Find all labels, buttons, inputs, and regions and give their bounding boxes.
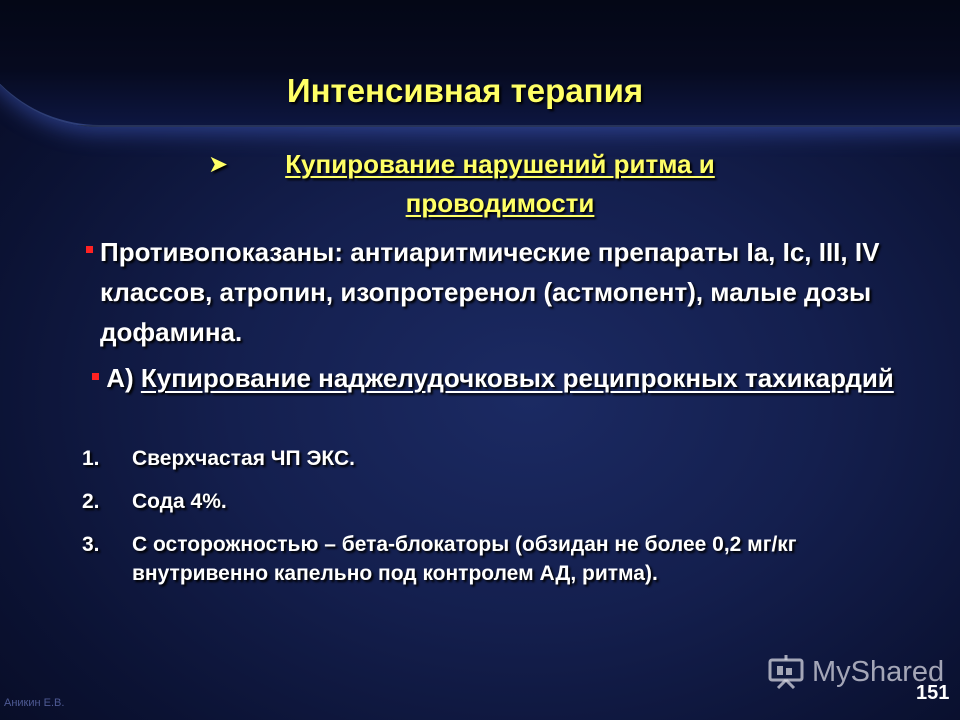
section-a-prefix: А) bbox=[106, 363, 141, 393]
list-item bbox=[82, 487, 882, 516]
arrowhead-icon: ➤ bbox=[208, 151, 229, 178]
author-credit: Аникин Е.В. bbox=[4, 697, 65, 709]
list-item-text: Сода 4%. bbox=[132, 490, 227, 513]
page-number: 151 bbox=[916, 682, 950, 704]
list-item-text: Сверхчастая ЧП ЭКС. bbox=[132, 447, 355, 470]
contraindications-paragraph bbox=[100, 232, 900, 352]
list-item bbox=[82, 530, 882, 588]
treatment-list bbox=[82, 444, 882, 602]
list-item-number: 3. bbox=[82, 533, 100, 556]
list-item bbox=[82, 444, 882, 473]
red-square-icon bbox=[86, 246, 93, 253]
section-a-title: Купирование наджелудочковых реципрокных тахикардий bbox=[140, 363, 894, 393]
contraindications-label: Противопоказаны: bbox=[100, 237, 344, 267]
contraindications-text: антиаритмические препараты Ia, Ic, III, IV классов, атропин, изопротеренол (астмопент), малые дозы дофамина. bbox=[100, 237, 880, 347]
section-a-heading bbox=[100, 358, 900, 398]
list-item-text: С осторожностью – бета-блокаторы (обзидан не более 0,2 мг/кг внутривенно капельно под контролем АД, ритма). bbox=[132, 533, 797, 585]
subtitle-text: Купирование нарушений ритма и проводимости bbox=[285, 149, 715, 218]
list-item-number: 2. bbox=[82, 490, 100, 513]
subtitle bbox=[200, 145, 800, 223]
presentation-board-icon bbox=[768, 655, 804, 689]
slide-title: Интенсивная терапия bbox=[286, 72, 644, 109]
red-square-icon bbox=[92, 373, 99, 380]
list-item-number: 1. bbox=[82, 447, 100, 470]
watermark-text: MyShared bbox=[812, 655, 945, 688]
